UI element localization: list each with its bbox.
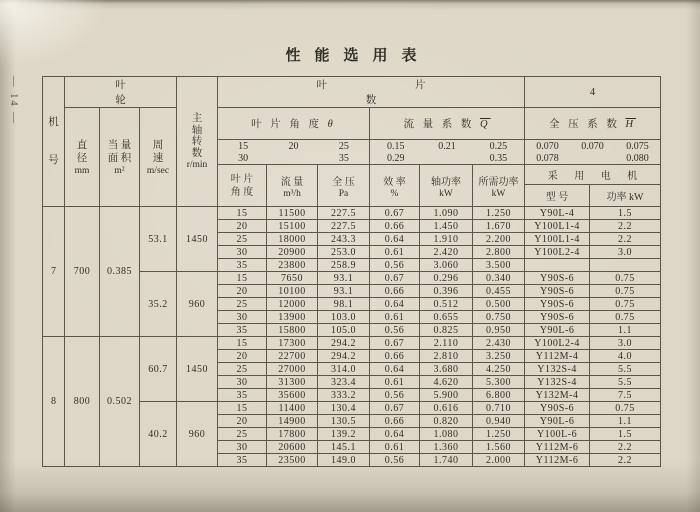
motor-model-cell: Y132M-4 [525,389,590,402]
efficiency-cell: 0.67 [370,207,420,220]
pressure-cell: 294.2 [318,350,370,363]
shaft-power-column-header: 轴功率 kW [420,165,473,207]
pressure-cell: 323.4 [318,376,370,389]
motor-model-cell: Y100L2-4 [525,337,590,350]
blade-count-header: 叶片数 [218,77,525,108]
angle-cell: 35 [218,389,267,402]
area-cell: 0.502 [100,337,140,467]
required-power-column-unit: kW [491,188,506,199]
shaft-power-cell: 4.620 [420,376,473,389]
motor-model-cell: Y90L-6 [525,324,590,337]
pressure-coef-value: 0.080 [626,152,649,164]
motor-power-cell: 1.1 [590,324,661,337]
pressure-cell: 139.2 [318,428,370,441]
pressure-cell: 294.2 [318,337,370,350]
required-power-cell: 1.670 [473,220,525,233]
required-power-cell: 0.950 [473,324,525,337]
required-power-cell: 2.200 [473,233,525,246]
pressure-cell: 253.0 [318,246,370,259]
tip-speed-header-label: 周 速 [152,139,164,164]
rpm-cell: 1450 [177,337,218,402]
motor-model-cell: Y90S-6 [525,285,590,298]
motor-model-cell [525,259,590,272]
angle-cell: 15 [218,272,267,285]
motor-power-cell: 0.75 [590,311,661,324]
motor-power-cell: 2.2 [590,454,661,467]
efficiency-cell: 0.61 [370,441,420,454]
flow-coefficient-values-row2 [370,153,525,165]
efficiency-cell: 0.64 [370,298,420,311]
efficiency-cell: 0.66 [370,285,420,298]
efficiency-cell: 0.66 [370,350,420,363]
shaft-power-cell: 0.820 [420,415,473,428]
motor-power-cell: 2.2 [590,220,661,233]
blade-count-value: 4 [525,77,661,108]
machine-no-header-label: 机 号 [48,116,59,166]
blade-angle-column-header: 叶 片 角 度 [218,165,267,207]
efficiency-cell: 0.61 [370,246,420,259]
efficiency-cell: 0.64 [370,363,420,376]
angle-cell: 15 [218,402,267,415]
blade-angle-values-row2 [218,153,370,165]
shaft-power-cell: 1.360 [420,441,473,454]
rpm-cell: 1450 [177,207,218,272]
required-power-cell: 1.250 [473,428,525,441]
angle-cell: 35 [218,324,267,337]
shaft-power-cell: 2.810 [420,350,473,363]
shaft-power-cell: 3.060 [420,259,473,272]
flow-cell: 14900 [267,415,318,428]
motor-power-cell: 1.5 [590,428,661,441]
flow-cell: 20600 [267,441,318,454]
shaft-speed-unit: r/min [186,160,208,170]
angle-cell: 20 [218,350,267,363]
motor-group-header: 采 用 电 机 [525,165,661,185]
flow-coef-value: 0.21 [438,140,456,152]
required-power-cell: 4.250 [473,363,525,376]
required-power-cell: 3.250 [473,350,525,363]
pressure-coefficient-values-row1 [525,140,661,153]
efficiency-cell: 0.61 [370,376,420,389]
page-number: — 14 — [8,76,19,125]
flow-cell: 35600 [267,389,318,402]
flow-column-header: 流 量 m³/h [267,165,318,207]
shaft-power-cell: 2.420 [420,246,473,259]
shaft-power-cell: 0.512 [420,298,473,311]
performance-selection-table [42,76,661,467]
required-power-cell: 1.250 [473,207,525,220]
blade-angle-group-label: 叶 片 角 度 [251,119,323,130]
motor-model-cell: Y100L2-4 [525,246,590,259]
motor-power-cell: 0.75 [590,285,661,298]
blade-angle-group-header [218,108,370,140]
diameter-unit: mm [74,165,90,176]
angle-value: 15 [238,140,249,152]
required-power-cell: 0.750 [473,311,525,324]
tip-speed-cell: 40.2 [140,402,177,467]
diameter-cell: 700 [65,207,100,337]
motor-power-cell [590,259,661,272]
angle-cell: 20 [218,415,267,428]
area-cell: 0.385 [100,207,140,337]
tip-speed-cell: 35.2 [140,272,177,337]
flow-coef-value: 0.25 [489,140,508,152]
efficiency-cell: 0.67 [370,272,420,285]
required-power-column-header: 所需功率 kW [473,165,525,207]
flow-cell: 22700 [267,350,318,363]
pressure-cell: 130.5 [318,415,370,428]
pressure-cell: 130.4 [318,402,370,415]
motor-model-cell: Y132S-4 [525,363,590,376]
motor-power-column-header: 功率 kW [590,185,661,207]
shaft-speed-header-label: 主 轴 转 数 [191,113,203,159]
flow-coefficient-label: 流 量 系 数 [403,119,475,130]
flow-cell: 11500 [267,207,318,220]
pressure-coef-value: 0.078 [536,152,559,164]
flow-cell: 27000 [267,363,318,376]
flow-cell: 23800 [267,259,318,272]
efficiency-cell: 0.66 [370,220,420,233]
required-power-cell: 0.500 [473,298,525,311]
angle-cell: 15 [218,337,267,350]
efficiency-cell: 0.66 [370,415,420,428]
motor-power-cell: 0.75 [590,298,661,311]
diameter-header-label: 直 径 [76,139,88,164]
pressure-cell: 98.1 [318,298,370,311]
machine-no-cell: 8 [43,337,65,467]
pressure-cell: 105.0 [318,324,370,337]
flow-cell: 17800 [267,428,318,441]
pressure-cell: 227.5 [318,220,370,233]
motor-power-cell: 2.2 [590,441,661,454]
motor-model-cell: Y100L1-4 [525,233,590,246]
flow-coef-value [421,153,472,164]
motor-model-cell: Y112M-6 [525,454,590,467]
shaft-power-cell: 1.740 [420,454,473,467]
efficiency-column-unit: % [390,188,399,199]
pressure-cell: 93.1 [318,272,370,285]
motor-model-cell: Y90S-6 [525,402,590,415]
equivalent-area-unit: m² [114,165,125,176]
efficiency-cell: 0.64 [370,233,420,246]
equivalent-area-header-label: 当 量 面 积 [107,139,132,164]
angle-value: 25 [338,140,349,152]
motor-power-cell: 7.5 [590,389,661,402]
flow-cell: 18000 [267,233,318,246]
tip-speed-cell: 53.1 [140,207,177,272]
motor-model-cell: Y90L-4 [525,207,590,220]
shaft-power-cell: 0.396 [420,285,473,298]
shaft-power-cell: 0.655 [420,311,473,324]
motor-power-cell: 1.1 [590,415,661,428]
shaft-power-cell: 1.450 [420,220,473,233]
flow-cell: 12000 [267,298,318,311]
pressure-coefficient-symbol: $\overline{H}$ [625,119,637,130]
motor-model-cell: Y100L1-4 [525,220,590,233]
pressure-coef-value: 0.075 [626,140,649,152]
flow-cell: 7650 [267,272,318,285]
motor-model-cell: Y132S-4 [525,376,590,389]
pressure-cell: 93.1 [318,285,370,298]
efficiency-column-header: 效 率 % [370,165,420,207]
required-power-cell: 3.500 [473,259,525,272]
shaft-power-cell: 1.080 [420,428,473,441]
equivalent-area-header [100,108,140,207]
pressure-cell: 333.2 [318,389,370,402]
shaft-power-cell: 2.110 [420,337,473,350]
angle-value: 35 [338,152,349,164]
efficiency-cell: 0.64 [370,428,420,441]
efficiency-cell: 0.56 [370,389,420,402]
table-row [43,337,661,350]
shaft-power-cell: 1.910 [420,233,473,246]
angle-cell: 30 [218,441,267,454]
flow-coefficient-values-row1 [370,140,525,153]
motor-model-cell: Y90S-6 [525,298,590,311]
angle-cell: 25 [218,428,267,441]
efficiency-cell: 0.56 [370,259,420,272]
pressure-coefficient-label: 全 压 系 数 [549,119,620,130]
required-power-cell: 1.560 [473,441,525,454]
efficiency-cell: 0.67 [370,402,420,415]
angle-cell: 30 [218,376,267,389]
pressure-cell: 314.0 [318,363,370,376]
flow-cell: 15100 [267,220,318,233]
diameter-cell: 800 [65,337,100,467]
shaft-power-column-unit: kW [439,188,453,199]
flow-cell: 15800 [267,324,318,337]
shaft-speed-header [177,77,218,207]
blade-angle-values-row1 [218,140,370,153]
shaft-power-cell: 0.825 [420,324,473,337]
pressure-cell: 243.3 [318,233,370,246]
motor-model-cell: Y90L-6 [525,415,590,428]
flow-coef-value: 0.35 [489,152,508,164]
pressure-cell: 145.1 [318,441,370,454]
flow-cell: 17300 [267,337,318,350]
shaft-power-cell: 5.900 [420,389,473,402]
shaft-power-cell: 1.090 [420,207,473,220]
flow-cell: 20900 [267,246,318,259]
diameter-header [65,108,100,207]
efficiency-cell: 0.56 [370,454,420,467]
motor-model-cell: Y90S-6 [525,272,590,285]
motor-power-cell: 5.5 [590,363,661,376]
angle-value [268,153,318,164]
tip-speed-header [140,108,177,207]
required-power-cell: 5.300 [473,376,525,389]
motor-model-cell: Y112M-6 [525,441,590,454]
angle-cell: 35 [218,259,267,272]
flow-coef-value: 0.29 [386,152,405,164]
shaft-power-cell: 0.616 [420,402,473,415]
motor-power-cell: 5.5 [590,376,661,389]
angle-cell: 25 [218,298,267,311]
motor-model-cell: Y100L-6 [525,428,590,441]
flow-cell: 13900 [267,311,318,324]
flow-column-unit: m³/h [283,188,301,199]
required-power-cell: 0.710 [473,402,525,415]
pressure-cell: 227.5 [318,207,370,220]
flow-coefficient-header [370,108,525,140]
pressure-coef-value: 0.070 [536,140,559,152]
flow-cell: 23500 [267,454,318,467]
angle-value: 30 [238,152,249,164]
rpm-cell: 960 [177,402,218,467]
flow-coefficient-symbol: $\overline{Q}$ [479,119,491,130]
required-power-cell: 2.800 [473,246,525,259]
angle-value: 20 [288,140,299,152]
pressure-coef-value [570,153,615,164]
page-title: 性能选用表 [285,48,431,64]
machine-no-header [43,77,65,207]
efficiency-cell: 0.61 [370,311,420,324]
impeller-group-header: 叶轮 [65,77,177,108]
pressure-cell: 258.9 [318,259,370,272]
flow-cell: 31300 [267,376,318,389]
theta-symbol: θ [327,119,336,130]
shaft-power-cell: 0.296 [420,272,473,285]
flow-cell: 11400 [267,402,318,415]
angle-cell: 30 [218,311,267,324]
motor-power-cell: 3.0 [590,246,661,259]
pressure-coefficient-header [525,108,661,140]
motor-power-cell: 1.5 [590,207,661,220]
motor-model-cell: Y112M-4 [525,350,590,363]
angle-cell: 35 [218,454,267,467]
pressure-coef-value: 0.070 [581,140,604,152]
pressure-cell: 149.0 [318,454,370,467]
pressure-column-header: 全 压 Pa [318,165,370,207]
required-power-cell: 2.430 [473,337,525,350]
shaft-power-cell: 3.680 [420,363,473,376]
required-power-cell: 2.000 [473,454,525,467]
motor-power-cell: 0.75 [590,402,661,415]
table-row [43,207,661,220]
angle-cell: 20 [218,285,267,298]
machine-no-cell: 7 [43,207,65,337]
efficiency-cell: 0.67 [370,337,420,350]
required-power-cell: 0.940 [473,415,525,428]
motor-power-cell: 3.0 [590,337,661,350]
pressure-cell: 103.0 [318,311,370,324]
motor-model-column-header: 型 号 [525,185,590,207]
pressure-coefficient-values-row2 [525,153,661,165]
motor-power-cell: 4.0 [590,350,661,363]
angle-cell: 25 [218,363,267,376]
required-power-cell: 0.340 [473,272,525,285]
rpm-cell: 960 [177,272,218,337]
motor-model-cell: Y90S-6 [525,311,590,324]
pressure-column-unit: Pa [338,188,349,199]
motor-power-cell: 0.75 [590,272,661,285]
angle-cell: 20 [218,220,267,233]
tip-speed-cell: 60.7 [140,337,177,402]
angle-cell: 15 [218,207,267,220]
flow-cell: 10100 [267,285,318,298]
motor-power-cell: 2.2 [590,233,661,246]
angle-cell: 25 [218,233,267,246]
efficiency-cell: 0.56 [370,324,420,337]
flow-coef-value: 0.15 [386,140,405,152]
angle-cell: 30 [218,246,267,259]
required-power-cell: 6.800 [473,389,525,402]
required-power-cell: 0.455 [473,285,525,298]
tip-speed-unit: m/sec [146,165,170,176]
